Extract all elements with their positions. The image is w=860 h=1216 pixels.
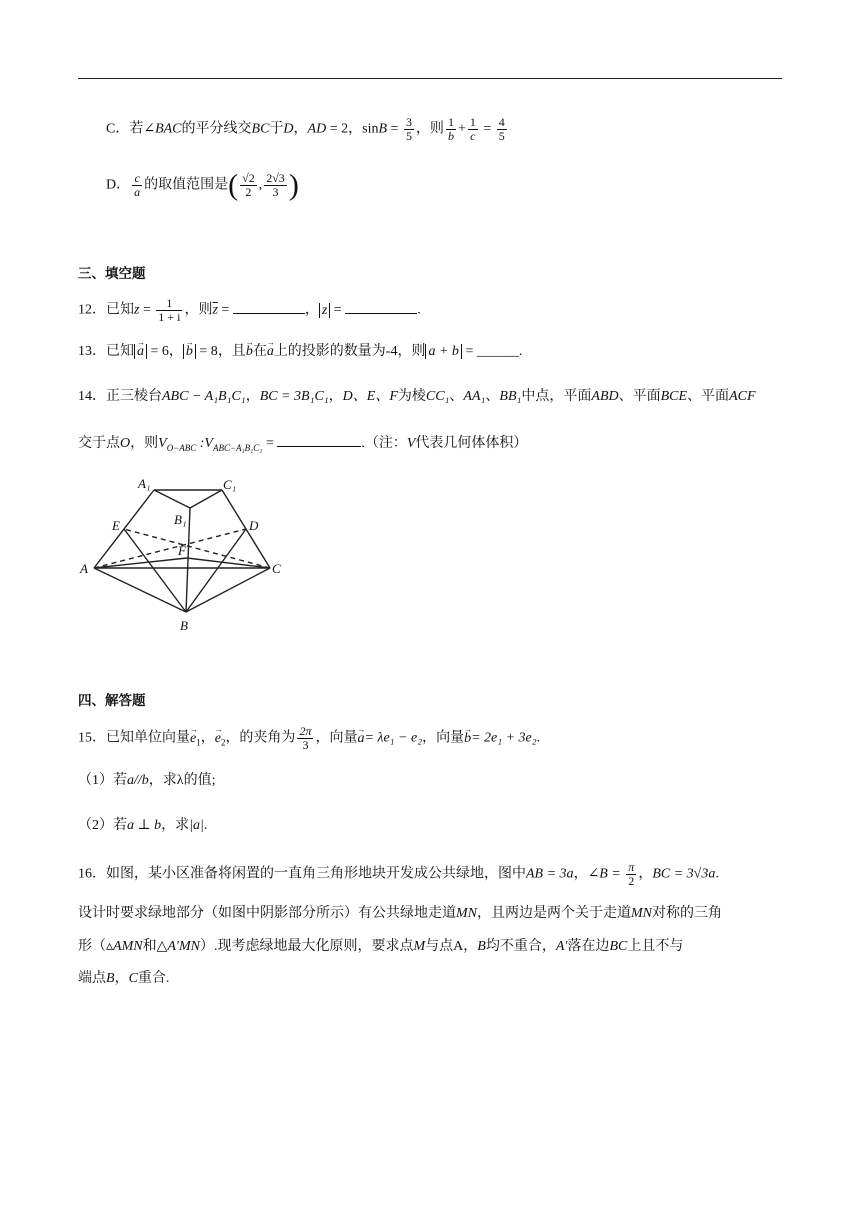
edge-a1b1 — [154, 490, 190, 508]
line-cf — [187, 558, 270, 568]
answer-blank-14[interactable] — [277, 432, 361, 447]
edge-cb — [186, 568, 270, 612]
question-16-line-3: 形（▵AMN和△A′MN）.现考虑绿地最大化原则，要求点M与点A，B均不重合，A′落在边BC上且不与 — [78, 939, 684, 954]
label-f: F — [178, 543, 186, 558]
choice-c: C．若∠BAC的平分线交BC于D，AD = 2，sinB = $\frac{3}{5}$ ，则 $\frac{1}{b}$ + $\frac{1}{c}$ = $\frac{4}{5}$ — [106, 115, 505, 143]
line-eb — [124, 529, 186, 612]
edge-b1b — [186, 508, 190, 612]
label-c: C — [272, 561, 281, 576]
section-title-solutions: 四、解答题 — [78, 693, 146, 708]
question-12: 12．已知z = $\frac{1}{1 + i}$ ，则$\overline{z}$ = ， z = . — [78, 296, 421, 324]
answer-blank-zbar[interactable] — [233, 299, 305, 314]
question-14-line-2: 交于点O，则$V_{O-ABC}$ $:V_{ABC-A_1B_1C_1}$ = .（注：V代表几何体体积） — [78, 432, 527, 458]
fraction-1-over-1-plus-i: $\frac{1}{1 + i}$ — [158, 296, 181, 324]
fraction-4-5: $\frac{4}{5}$ — [498, 115, 505, 143]
header-rule — [78, 78, 782, 79]
question-16-line-4: 端点B，C重合. — [78, 971, 170, 986]
line-db — [186, 529, 246, 612]
fraction-2pi-3: $\frac{2\pi}{3}$ — [299, 724, 312, 752]
left-paren: ( — [228, 168, 239, 202]
question-15: 15．已知单位向量→ $e_1$，→ $e_2$，的夹角为 $\frac{2\pi}{3}$ ，向量→ a= λe₁ − e₂，向量→ b= 2e₁ + 3e₂. — [78, 725, 540, 753]
answer-blank-13[interactable]: ______ — [476, 344, 519, 359]
right-paren: ) — [288, 168, 299, 202]
fraction-2sqrt3-3: $\frac{2√3}{3}$ — [266, 171, 285, 199]
question-14-line-1: 14．正三棱台ABC − A₁B₁C₁，BC = 3B₁C₁，D、E、F为棱CC₁、AA₁、BB₁中点，平面ABD、平面BCE、平面ACF — [78, 389, 756, 404]
label-d: D — [249, 518, 259, 533]
section-title-fill-in: 三、填空题 — [78, 266, 146, 281]
fraction-sqrt2-2: $\frac{√2}{2}$ — [242, 171, 255, 199]
choice-d: D． $\frac{c}{a}$ 的取值范围是( $\frac{√2}{2}$ , $\frac{2√3}{3}$ ) — [106, 168, 299, 202]
question-15-part-2: （2）若a ⊥ b，求|a|. — [78, 818, 208, 833]
edge-c1b1 — [190, 490, 222, 508]
question-13: 13．已知 → a = 6， → b = 8，且→ b在→ a上的投影的数量为-4，则 a + b = ______. — [78, 342, 522, 362]
label-a: A — [80, 561, 88, 576]
question-16-line-2: 设计时要求绿地部分（如图中阴影部分所示）有公共绿地走道MN，且两边是两个关于走道MN对称的三角 — [78, 906, 722, 921]
fraction-3-5: $\frac{3}{5}$ — [405, 115, 412, 143]
fraction-pi-2: $\frac{\pi}{2}$ — [628, 860, 635, 888]
label-b1: B₁ — [174, 512, 187, 527]
label-c1: C₁ — [223, 477, 237, 492]
label-e: E — [112, 518, 120, 533]
frustum-figure — [78, 474, 294, 636]
label-a1: A₁ — [138, 476, 151, 491]
fraction-1-b: $\frac{1}{b}$ — [447, 115, 454, 143]
line-af — [94, 558, 187, 568]
question-16-line-1: 16．如图，某小区准备将闲置的一直角三角形地块开发成公共绿地，图中AB = 3a，∠B = $\frac{\pi}{2}$ ，BC = 3√3a. — [78, 860, 719, 888]
fraction-1-c: $\frac{1}{c}$ — [469, 115, 476, 143]
fraction-c-a: $\frac{c}{a}$ — [134, 171, 141, 199]
answer-blank-abs-z[interactable] — [345, 299, 417, 314]
label-b: B — [180, 618, 188, 633]
edge-ab — [94, 568, 186, 612]
question-15-part-1: （1）若a//b，求λ的值; — [78, 773, 216, 788]
